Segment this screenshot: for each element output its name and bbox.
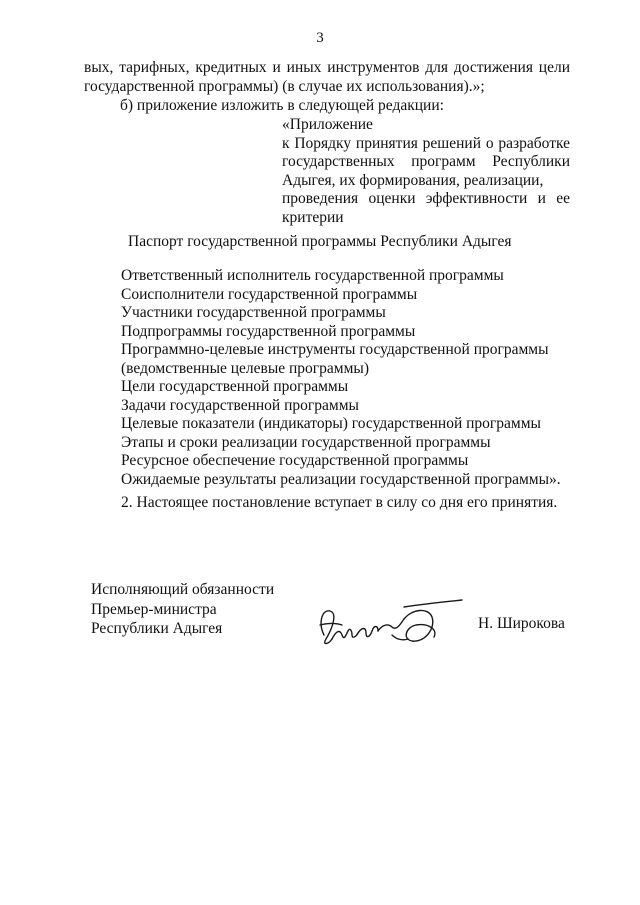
appendix-line: проведения оценки эффективности и ее	[282, 190, 570, 207]
handwritten-signature	[308, 595, 468, 657]
item-b-text: б) приложение изложить в следующей редакции:	[120, 97, 444, 114]
appendix-line: критерии	[282, 208, 344, 226]
continuation-line-2: государственной программы) (в случае их использования).»;	[84, 78, 485, 95]
passport-item: Цели государственной программы	[121, 378, 349, 395]
passport-item: (ведомственные целевые программы)	[121, 359, 369, 377]
appendix-line: государственных программ Республики	[282, 153, 570, 170]
appendix-line: «Приложение	[282, 116, 373, 133]
passport-item: Подпрограммы государственной программы	[121, 322, 416, 340]
passport-item: Ресурсное обеспечение государственной программы	[121, 452, 469, 469]
passport-item: Ожидаемые результаты реализации государственной программы».	[121, 470, 561, 488]
continuation-line-1: вых, тарифных, кредитных и иных инструментов для достижения цели	[84, 59, 570, 76]
appendix-header	[282, 116, 570, 227]
passport-item: Задачи государственной программы	[121, 396, 359, 414]
signature-title-line: Исполняющий обязанности	[91, 581, 275, 598]
signature-title-line: Премьер-министра	[91, 600, 217, 618]
appendix-line: Адыгея, их формирования, реализации,	[282, 171, 544, 189]
appendix-line: к Порядку принятия решений о разработке	[282, 134, 570, 152]
passport-items-list	[121, 267, 561, 489]
passport-item: Программно-целевые инструменты государственной программы	[121, 341, 549, 358]
decree-item-2: 2. Настоящее постановление вступает в силу со дня его принятия.	[121, 494, 558, 511]
passport-item: Целевые показатели (индикаторы) государственной программы	[121, 415, 541, 432]
passport-item: Ответственный исполнитель государственной программы	[121, 267, 504, 284]
page-number: 3	[316, 30, 324, 46]
signer-name: Н. Широкова	[478, 615, 565, 632]
signature-title-block	[91, 580, 274, 639]
signature-title-line: Республики Адыгея	[91, 620, 223, 637]
passport-item: Участники государственной программы	[121, 304, 386, 321]
passport-title: Паспорт государственной программы Республики Адыгея	[128, 233, 512, 250]
continuation-paragraph	[84, 58, 570, 96]
passport-item: Этапы и сроки реализации государственной программы	[121, 433, 491, 451]
passport-item: Соисполнители государственной программы	[121, 285, 418, 303]
